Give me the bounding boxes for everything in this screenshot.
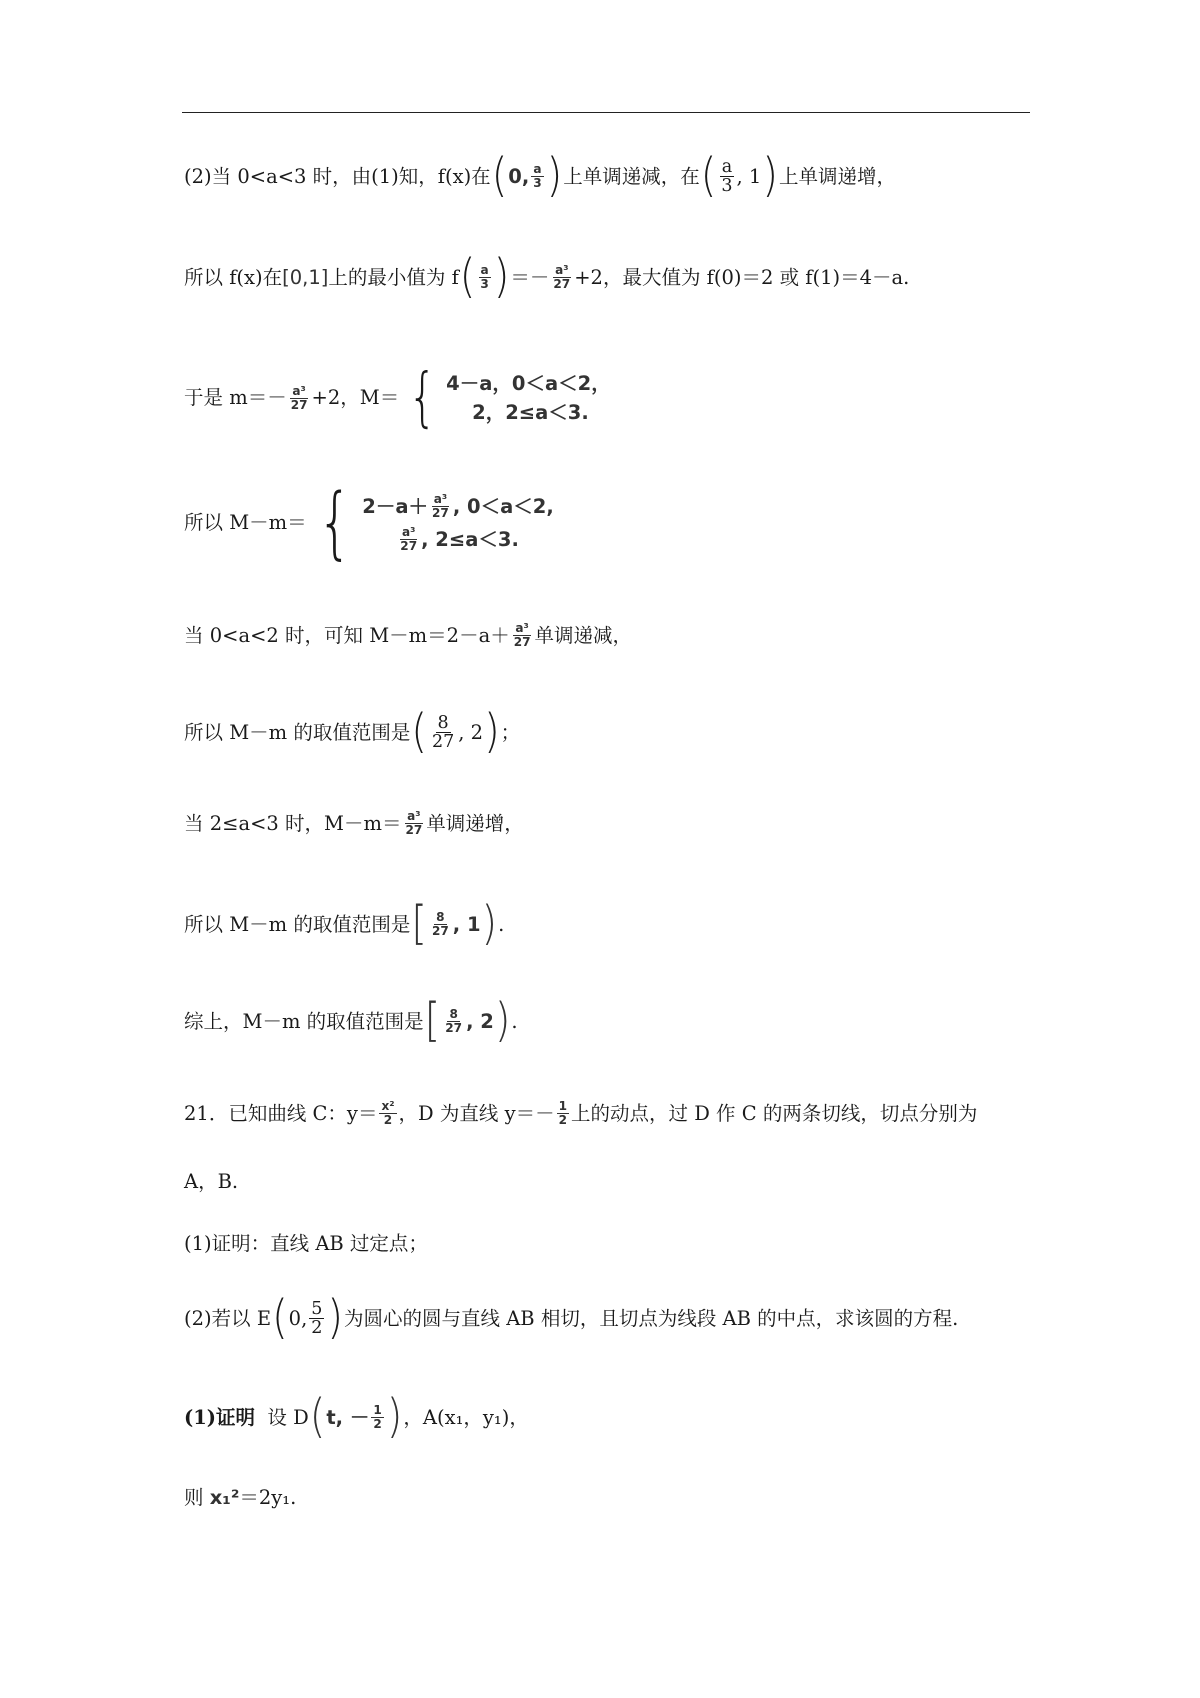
solution-line-4: 所以 M－m＝ { 2－a＋ $\frac{\text{a³}}{27}$ , 0＜a＜2, $\frac{\text{a³}}{27}$ , 2≤a＜3.	[184, 478, 554, 568]
fraction: $\frac{8}{27}$	[431, 910, 449, 939]
proof-line-2: 则 x₁² ＝2y₁.	[184, 1486, 297, 1509]
problem-21-statement: 21．已知曲线 C：y＝ $\frac{\text{x²}}{2}$ ，D 为直线 y＝－ $\frac{1}{2}$ 上的动点，过 D 作 C 的两条切线，切点分别为	[184, 1099, 978, 1128]
problem-21-statement-cont: A，B.	[184, 1170, 239, 1193]
header-rule	[182, 112, 1030, 113]
piecewise-cases: 2－a＋ $\frac{\text{a³}}{27}$ , 0＜a＜2, $\frac{\text{a³}}{27}$ , 2≤a＜3.	[362, 491, 554, 554]
solution-line-8: 所以 M－m 的取值范围是 [ $\frac{8}{27}$ , 1 ) .	[184, 897, 505, 951]
fraction: $\frac{a}{3}$	[721, 156, 733, 197]
fraction: $\frac{\text{a³}}{27}$	[432, 491, 449, 520]
problem-21-part-2: (2)若以 E ( 0, $\frac{5}{2}$ ) 为圆心的圆与直线 AB 相切，且切点为线段 AB 的中点，求该圆的方程.	[184, 1291, 959, 1345]
fraction: $\frac{5}{2}$	[311, 1298, 323, 1339]
piecewise-cases: 4－a，0＜a＜2， 2，2≤a＜3.	[446, 371, 611, 425]
solution-line-7: 当 2≤a<3 时，M－m＝ $\frac{\text{a³}}{27}$ 单调递增，	[184, 809, 524, 838]
left-brace: {	[317, 478, 352, 568]
fraction: $\frac{\text{x²}}{2}$	[381, 1099, 395, 1128]
fraction: $\frac{\text{a³}}{27}$	[405, 809, 423, 838]
fraction: $\frac{\text{a³}}{27}$	[290, 383, 308, 412]
fraction: $\frac{1}{2}$	[558, 1099, 568, 1128]
fraction: $\frac{a}{3}$	[480, 263, 489, 292]
solution-line-6: 所以 M－m 的取值范围是 ( $\frac{8}{27}$ , 2 ) ；	[184, 705, 521, 759]
fraction: $\frac{8}{27}$	[445, 1007, 463, 1036]
proof-start: (1)证明 设 D ( t, － $\frac{1}{2}$ ) ，A(x₁，y₁)，	[184, 1390, 529, 1444]
left-brace: {	[408, 360, 438, 435]
solution-line-1: (2)当 0<a<3 时，由(1)知，f(x)在 ( 0, $\frac{a}{3}$ ) 上单调递减，在 ( $\frac{a}{3}$ , 1 ) 上单调递增，	[184, 149, 896, 203]
problem-21-part-1: (1)证明：直线 AB 过定点；	[184, 1232, 428, 1255]
fraction: $\frac{1}{2}$	[373, 1403, 382, 1432]
solution-line-5: 当 0<a<2 时，可知 M－m＝2－a＋ $\frac{\text{a³}}{27}$ 单调递减，	[184, 621, 633, 650]
fraction: $\frac{\text{a³}}{27}$	[553, 263, 571, 292]
fraction: $\frac{a}{3}$	[533, 162, 542, 191]
fraction: $\frac{\text{a³}}{27}$	[513, 621, 531, 650]
solution-line-3: 于是 m＝－ $\frac{\text{a³}}{27}$ +2，M＝ { 4－a，0＜a＜2， 2，2≤a＜3.	[184, 360, 611, 435]
solution-line-2: 所以 f(x)在 [0,1] 上的最小值为 f ( $\frac{a}{3}$ ) ＝－ $\frac{\text{a³}}{27}$ +2，最大值为 f(0)＝2 或 f(1)＝4－a.	[184, 250, 910, 304]
fraction: $\frac{8}{27}$	[431, 712, 455, 753]
solution-line-9: 综上，M－m 的取值范围是 [ $\frac{8}{27}$ , 2 ) .	[184, 994, 518, 1048]
fraction: $\frac{\text{a³}}{27}$	[400, 525, 418, 554]
